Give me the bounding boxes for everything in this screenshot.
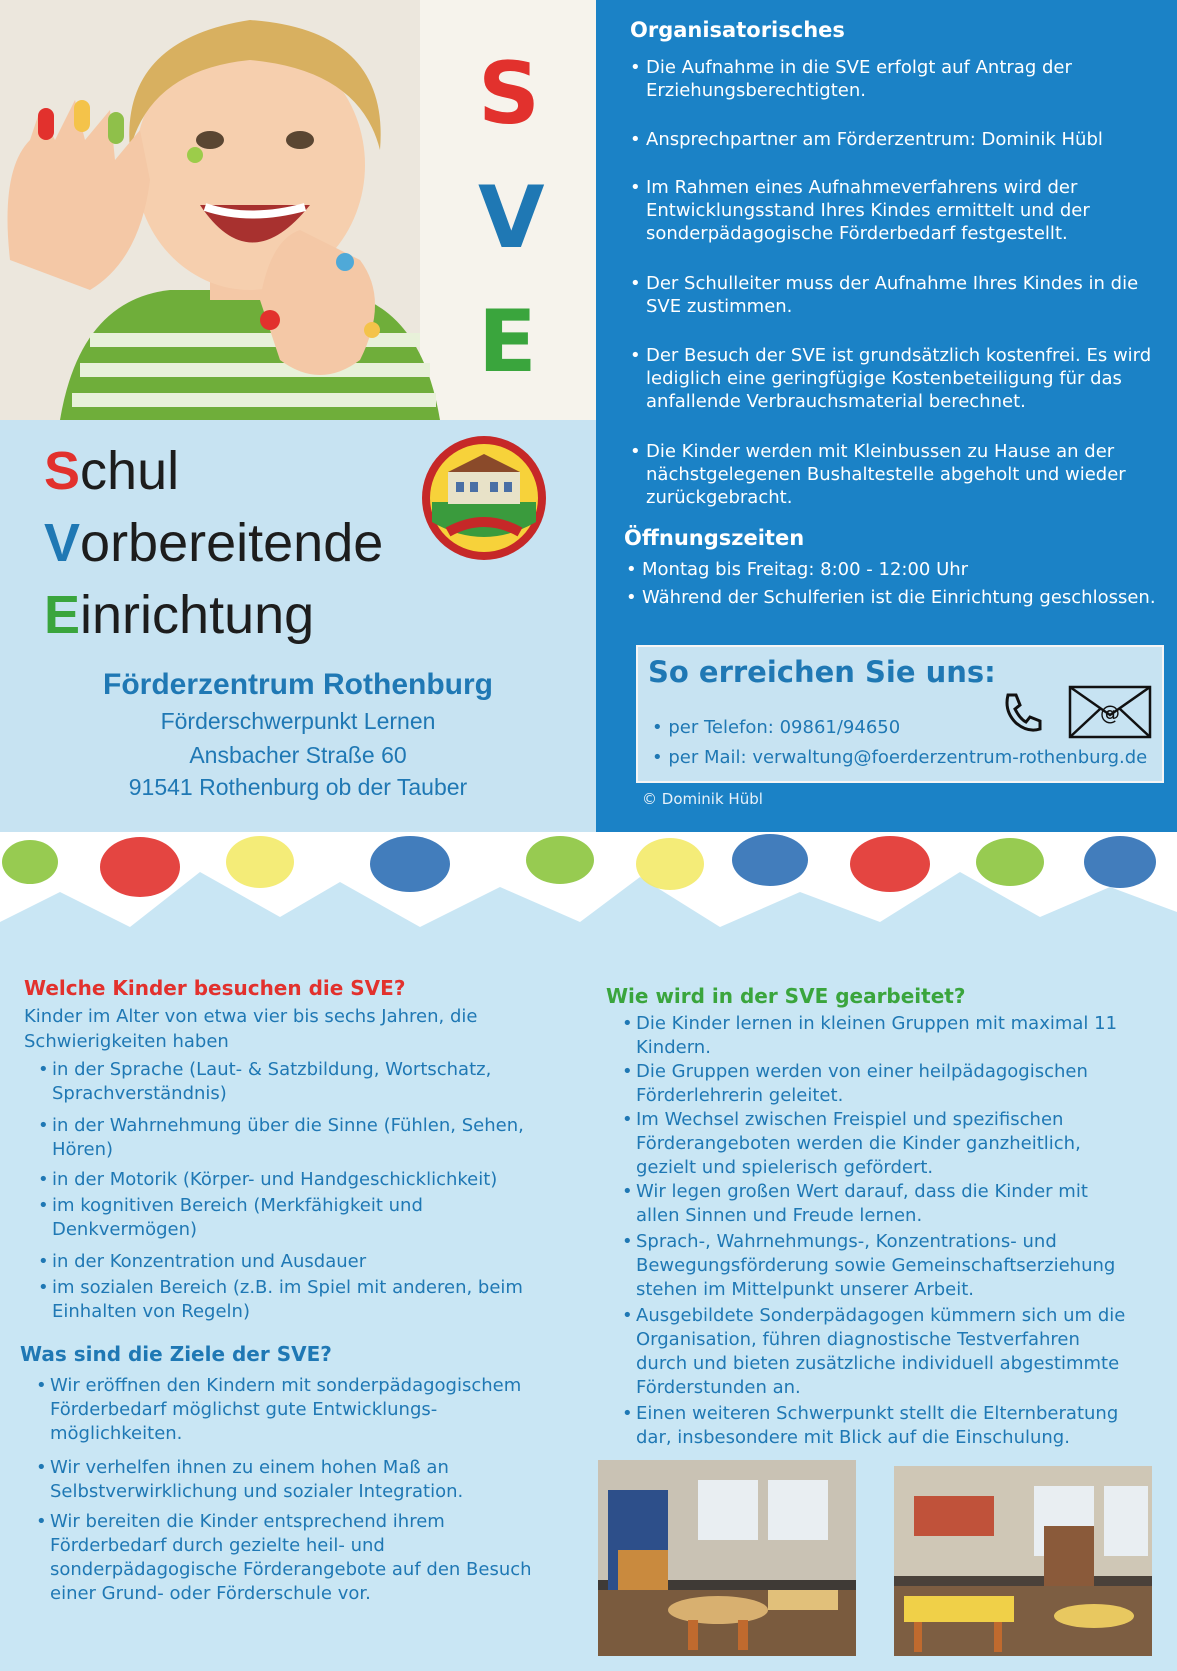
title-line-schul xyxy=(44,440,179,502)
org-item: • Der Besuch der SVE ist grundsätzlich kostenfrei. Es wird lediglich eine geringfügige Kostenbeteiligung für das anfallende Verbrauchsmaterial berechnet. xyxy=(646,344,1166,413)
title-rest-einrichtung: inrichtung xyxy=(80,585,315,645)
title-initial-v: V xyxy=(44,513,81,573)
contact-box xyxy=(636,645,1164,783)
ziele-heading: Was sind die Ziele der SVE? xyxy=(20,1342,332,1366)
ziele-item: • Wir eröffnen den Kindern mit sonderpädagogischem Förderbedarf möglichst gute Entwicklungs-möglichkeiten. xyxy=(50,1374,550,1446)
contact-mail: • per Mail: verwaltung@foerderzentrum-rothenburg.de xyxy=(652,747,1148,768)
title-initial-e: E xyxy=(44,585,81,645)
arbeit-heading: Wie wird in der SVE gearbeitet? xyxy=(606,984,966,1008)
copyright-icon: © xyxy=(642,790,657,808)
hours-item: • Während der Schulferien ist die Einrichtung geschlossen. xyxy=(642,586,1162,609)
oeffnungszeiten-heading: Öffnungszeiten xyxy=(624,526,805,550)
arbeit-item: • Die Gruppen werden von einer heilpädagogischen Förderlehrerin geleitet. xyxy=(636,1060,1136,1108)
title-panel xyxy=(0,420,596,832)
arbeit-item: • Einen weiteren Schwerpunkt stellt die Elternberatung dar, insbesondere mit Blick auf die Einschulung. xyxy=(636,1402,1136,1450)
copyright-name: Dominik Hübl xyxy=(661,790,763,808)
mail-icon xyxy=(1068,685,1152,739)
kinder-item: • in der Wahrnehmung über die Sinne (Fühlen, Sehen, Hören) xyxy=(52,1114,552,1162)
org-item: • Ansprechpartner am Förderzentrum: Dominik Hübl xyxy=(646,128,1166,151)
arbeit-item: • Ausgebildete Sonderpädagogen kümmern sich um die Organisation, führen diagnostische Testverfahren durch und bieten zusätzliche individuell abgestimmte Förderstunden an. xyxy=(636,1304,1136,1400)
org-item: • Die Kinder werden mit Kleinbussen zu Hause an der nächstgelegenen Bushaltestelle abgeholt und wieder zurückgebracht. xyxy=(646,440,1166,509)
contact-mail-text: per Mail: verwaltung@foerderzentrum-rothenburg.de xyxy=(668,747,1148,768)
institution-street: Ansbacher Straße 60 xyxy=(189,742,407,768)
copyright-line xyxy=(642,790,763,808)
institution-focus: Förderschwerpunkt Lernen xyxy=(160,708,436,734)
title-rest-vorbereitende: orbereitende xyxy=(80,513,384,573)
school-logo xyxy=(418,432,550,564)
sve-letter-s: S xyxy=(478,44,540,144)
kinder-item: • im sozialen Bereich (z.B. im Spiel mit anderen, beim Einhalten von Regeln) xyxy=(52,1276,552,1324)
title-rest-schul: chul xyxy=(80,441,180,501)
contact-phone-text: per Telefon: 09861/94650 xyxy=(668,717,901,738)
welche-kinder-heading: Welche Kinder besuchen die SVE? xyxy=(24,976,406,1000)
organisatorisches-heading: Organisatorisches xyxy=(630,18,845,42)
title-initial-s: S xyxy=(44,441,81,501)
contact-phone: • per Telefon: 09861/94650 xyxy=(652,717,901,738)
svg-text:@: @ xyxy=(1100,701,1120,725)
welche-kinder-intro: Kinder im Alter von etwa vier bis sechs Jahren, die Schwierigkeiten haben xyxy=(24,1006,478,1052)
kinder-item: • in der Sprache (Laut- & Satzbildung, Wortschatz, Sprachverständnis) xyxy=(52,1058,552,1106)
org-item: • Im Rahmen eines Aufnahmeverfahrens wird der Entwicklungsstand Ihres Kindes ermittelt und der sonderpädagogische Förderbedarf festgestellt. xyxy=(646,176,1166,245)
kinder-item: • im kognitiven Bereich (Merkfähigkeit und Denkvermögen) xyxy=(52,1194,552,1242)
classroom-illustration-1 xyxy=(598,1460,856,1656)
phone-icon xyxy=(998,689,1044,735)
arbeit-item: • Wir legen großen Wert darauf, dass die Kinder mit allen Sinnen und Freude lernen. xyxy=(636,1180,1136,1228)
handprint-band xyxy=(0,832,1177,962)
ziele-item: • Wir verhelfen ihnen zu einem hohen Maß an Selbstverwirklichung und sozialer Integration. xyxy=(50,1456,550,1504)
ziele-item: • Wir bereiten die Kinder entsprechend ihrem Förderbedarf durch gezielte heil- und sonderpädagogische Förderangebote auf den Besuch einer Grund- oder Förderschule vor. xyxy=(50,1510,550,1606)
kinder-item: • in der Konzentration und Ausdauer xyxy=(52,1250,552,1274)
title-line-vorbereitende xyxy=(44,512,383,574)
institution-name: Förderzentrum Rothenburg xyxy=(103,668,493,701)
classroom-photo-1 xyxy=(598,1460,856,1656)
kinder-item: • in der Motorik (Körper- und Handgeschicklichkeit) xyxy=(52,1168,552,1192)
sve-letter-v: V xyxy=(478,168,545,268)
arbeit-item: • Im Wechsel zwischen Freispiel und spezifischen Förderangeboten werden die Kinder ganzheitlich, gezielt und spielerisch gefördert. xyxy=(636,1108,1136,1180)
institution-city: 91541 Rothenburg ob der Tauber xyxy=(128,774,468,800)
org-item: • Die Aufnahme in die SVE erfolgt auf Antrag der Erziehungsberechtigten. xyxy=(646,56,1166,102)
sve-letter-e: E xyxy=(478,292,537,392)
hours-item: • Montag bis Freitag: 8:00 - 12:00 Uhr xyxy=(642,558,1162,581)
contact-heading: So erreichen Sie uns: xyxy=(648,655,996,689)
org-item: • Der Schulleiter muss der Aufnahme Ihres Kindes in die SVE zustimmen. xyxy=(646,272,1166,318)
arbeit-item: • Die Kinder lernen in kleinen Gruppen mit maximal 11 Kindern. xyxy=(636,1012,1136,1060)
title-line-einrichtung xyxy=(44,584,314,646)
classroom-illustration-2 xyxy=(894,1466,1152,1656)
classroom-photo-2 xyxy=(894,1466,1152,1656)
child-photo xyxy=(0,0,596,420)
arbeit-item: • Sprach-, Wahrnehmungs-, Konzentrations- und Bewegungsförderung sowie Gemeinschaftserziehung stehen im Mittelpunkt unserer Arbeit. xyxy=(636,1230,1136,1302)
